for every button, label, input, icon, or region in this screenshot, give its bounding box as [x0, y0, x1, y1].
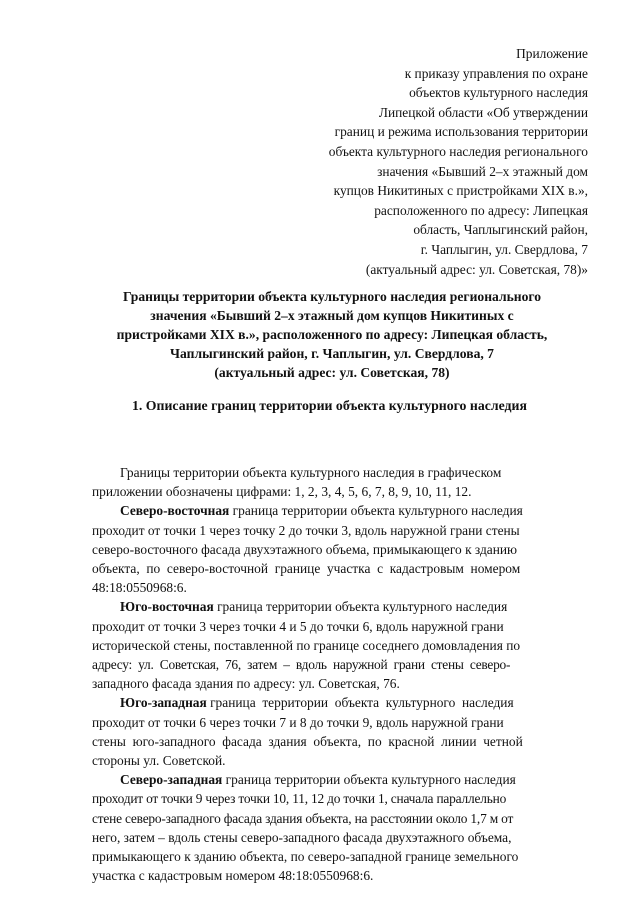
- paragraph-line: стены юго-западного фасада здания объекта, по красной линии четной: [92, 733, 523, 749]
- annex-line: значения «Бывший 2–х этажный дом: [377, 163, 588, 179]
- annex-line: Липецкой области «Об утверждении: [378, 104, 588, 120]
- paragraph-line: проходит от точки 3 через точки 4 и 5 до точки 6, вдоль наружной грани: [92, 618, 504, 634]
- title-line: (актуальный адрес: ул. Советская, 78): [214, 365, 450, 380]
- paragraph-line: 48:18:0550968:6.: [92, 580, 187, 596]
- paragraph-line: него, затем – вдоль стены северо-западного фасада двухэтажного объема,: [92, 829, 512, 845]
- paragraph-line: исторической стены, поставленной по границе соседнего домовладения по: [92, 637, 521, 653]
- annex-line: объекта культурного наследия регионального: [328, 143, 588, 159]
- title-line: значения «Бывший 2–х этажный дом купцов Никитиных с: [150, 308, 514, 323]
- title-line: пристройками XIX в.», расположенного по адресу: Липецкая область,: [116, 327, 548, 342]
- section-body: [92, 463, 586, 885]
- annex-line: область, Чаплыгинский район,: [413, 222, 588, 238]
- annex-line: расположенного по адресу: Липецкая: [374, 202, 588, 218]
- paragraph-line: объекта, по северо-восточной границе участка с кадастровым номером: [92, 561, 521, 577]
- paragraph-line: стороны ул. Советской.: [92, 753, 226, 769]
- annex-line: купцов Никитиных с пристройками XIX в.»,: [333, 183, 588, 199]
- annex-header: [288, 44, 588, 279]
- annex-line: Приложение: [516, 46, 588, 61]
- paragraph-line: примыкающего к зданию объекта, по северо-западной границе земельного: [92, 849, 519, 865]
- paragraph-text: граница территории объекта культурного наследия: [229, 503, 523, 519]
- paragraph-line: стене северо-западного фасада здания объекта, на расстоянии около 1,7 м от: [92, 810, 514, 826]
- annex-line: границ и режима использования территории: [334, 124, 588, 140]
- annex-line: (актуальный адрес: ул. Советская, 78)»: [365, 261, 588, 277]
- boundary-name-southeast: Юго-восточная: [120, 599, 214, 615]
- section-heading: 1. Описание границ территории объекта культурного наследия: [132, 398, 527, 413]
- paragraph-line: [92, 770, 586, 789]
- boundary-name-southwest: Юго-западная: [120, 695, 207, 711]
- annex-line: объектов культурного наследия: [409, 85, 588, 101]
- paragraph-line: [92, 693, 586, 712]
- paragraph-line: приложении обозначены цифрами: 1, 2, 3, 4, 5, 6, 7, 8, 9, 10, 11, 12.: [92, 484, 472, 500]
- paragraph-line: проходит от точки 9 через точки 10, 11, 12 до точки 1, сначала параллельно: [92, 791, 507, 807]
- annex-line: г. Чаплыгин, ул. Свердлова, 7: [420, 241, 588, 257]
- paragraph-line: проходит от точки 1 через точку 2 до точки 3, вдоль наружной грани стены: [92, 522, 520, 538]
- paragraph-text: граница территории объекта культурного наследия: [206, 695, 514, 711]
- annex-line: к приказу управления по охране: [404, 65, 588, 81]
- paragraph-text: граница территории объекта культурного наследия: [213, 599, 508, 615]
- boundary-name-northeast: Северо-восточная: [120, 503, 230, 519]
- paragraph-line: северо-восточного фасада двухэтажного объема, примыкающего к зданию: [92, 541, 518, 557]
- paragraph-line: участка с кадастровым номером 48:18:0550968:6.: [92, 868, 374, 884]
- title-line: Границы территории объекта культурного наследия регионального: [122, 289, 542, 304]
- paragraph-text: граница территории объекта культурного наследия: [222, 772, 516, 788]
- paragraph-line: западного фасада здания по адресу: ул. Советская, 76.: [92, 676, 400, 692]
- paragraph-line: [92, 501, 586, 520]
- paragraph-line: проходит от точки 6 через точки 7 и 8 до точки 9, вдоль наружной грани: [92, 714, 504, 730]
- document-title: [72, 287, 592, 382]
- boundary-name-northwest: Северо-западная: [120, 772, 223, 788]
- paragraph-line: [92, 597, 586, 616]
- paragraph-line: адресу: ул. Советская, 76, затем – вдоль наружной грани стены северо-: [92, 657, 511, 673]
- paragraph-line: Границы территории объекта культурного наследия в графическом: [120, 465, 502, 480]
- title-line: Чаплыгинский район, г. Чаплыгин, ул. Свердлова, 7: [170, 346, 494, 361]
